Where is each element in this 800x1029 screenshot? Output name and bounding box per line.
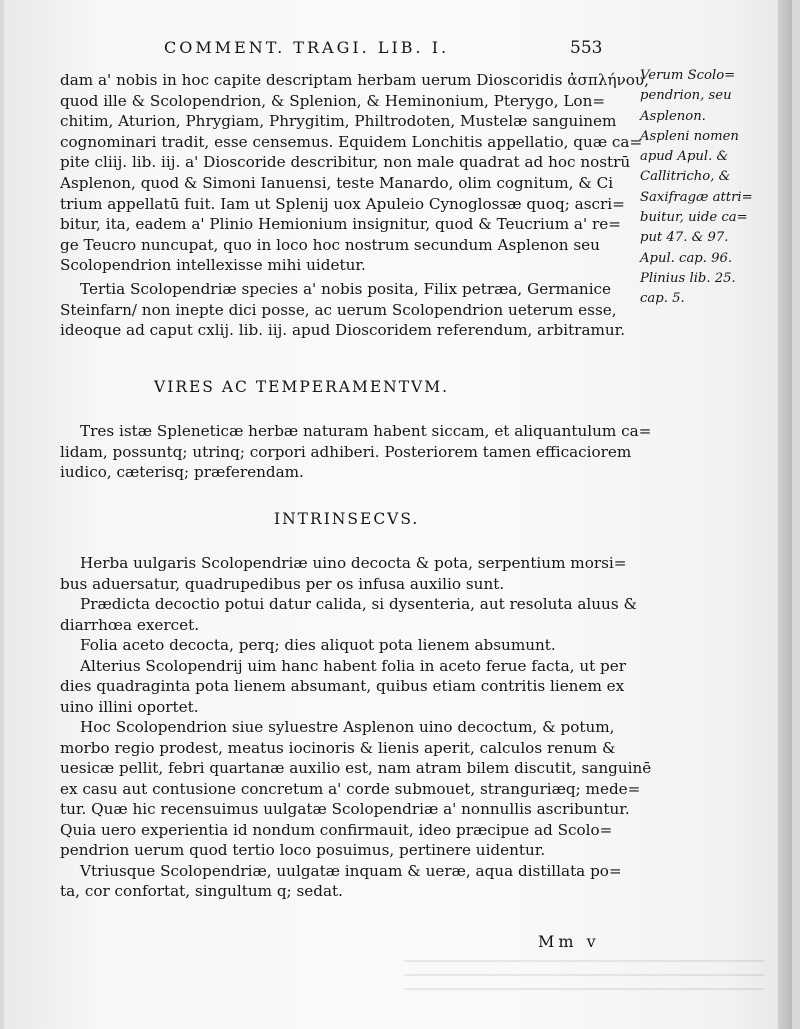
text-line: Vtriusque Scolopendriæ, uulgatæ inquam & ueræ, aqua distillata po=: [80, 861, 622, 880]
margin-note-line: Verum Scolo=: [640, 68, 736, 83]
margin-notes: [640, 66, 780, 310]
vires-text: [60, 421, 652, 483]
text-line: Alterius Scolopendrij uim hanc habent folia in aceto ferue facta, ut per: [80, 656, 627, 675]
margin-note-line: apud Apul. &: [640, 149, 729, 165]
text-line: uino illini oportet.: [60, 697, 199, 716]
paragraph: [60, 553, 640, 594]
text-line: Steinfarn/ non inepte dici posse, ac uerum Scolopendrion ueterum esse,: [60, 300, 617, 319]
text-line: pendrion uerum quod tertio loco posuimus, pertinere uidentur.: [60, 841, 546, 859]
text-line: tur. Quæ hic recensuimus uulgatæ Scolopendriæ a' nonnullis ascribuntur.: [60, 800, 630, 818]
text-line: Asplenon, quod & Simoni Ianuensi, teste Manardo, olim cognitum, & Ci: [60, 173, 614, 192]
heading-vires: VIRES AC TEMPERAMENTVM.: [154, 378, 450, 396]
margin-note-line: Apul. cap. 96.: [640, 250, 733, 266]
intrinsecus-text: [60, 553, 652, 902]
text-line: Tertia Scolopendriæ species a' nobis posita, Filix petræa, Germanice: [80, 279, 612, 298]
text-line: ex casu aut contusione concretum a' corde submouet, stranguriæq; mede=: [60, 779, 641, 798]
text-line: quod ille & Scolopendrion, & Splenion, & Heminonium, Pterygo, Lon=: [60, 91, 606, 110]
signature-mark: Mm v: [538, 932, 600, 951]
paragraph: [60, 656, 640, 718]
paragraph: [60, 635, 640, 656]
text-line: diarrhœa exercet.: [60, 615, 200, 634]
text-line: dies quadraginta pota lienem absumant, quibus etiam contritis lienem ex: [60, 677, 625, 695]
margin-note-line: Plinius lib. 25.: [640, 270, 736, 286]
running-title: COMMENT. TRAGI. LIB. I.: [164, 38, 450, 57]
paragraph: [60, 594, 640, 635]
paragraph: [60, 861, 640, 902]
text-line: Scolopendrion intellexisse mihi uidetur.: [60, 256, 366, 275]
margin-note-line: Callitricho, &: [640, 169, 731, 185]
commentary-text: [60, 70, 649, 341]
paragraph: [60, 717, 652, 861]
margin-note-line: put 47. & 97.: [640, 230, 729, 246]
text-line: chitim, Aturion, Phrygiam, Phrygitim, Philtrodoten, Mustelæ sanguinem: [60, 112, 617, 131]
text-line: Prædicta decoctio potui datur calida, si dysenteria, aut resoluta aluus &: [80, 595, 637, 613]
text-line: trium appellatū fuit. Iam ut Splenij uox Apuleio Cynoglossæ quoq; ascri=: [60, 194, 625, 213]
text-line: iudico, cæterisq; præferendam.: [60, 463, 304, 481]
text-line: bus aduersatur, quadrupedibus per os infusa auxilio sunt.: [60, 574, 505, 593]
margin-note-line: Asplenon.: [640, 108, 706, 124]
text-line: morbo regio prodest, meatus iocinoris & lienis aperit, calculos renum &: [60, 738, 616, 757]
margin-note-line: Aspleni nomen: [640, 128, 739, 144]
text-line: Quia uero experientia id nondum confirmauit, ideo præcipue ad Scolo=: [60, 820, 613, 839]
text-line: ideoque ad caput cxlij. lib. iij. apud Dioscoridem referendum, arbitramur.: [60, 321, 626, 340]
page-edge: [778, 0, 792, 1029]
margin-note-line: cap. 5.: [640, 291, 685, 307]
text-line: bitur, ita, eadem a' Plinio Hemionium insignitur, quod & Teucrium a' re=: [60, 215, 621, 234]
margin-note-line: Saxifragæ attri=: [640, 189, 753, 205]
text-line: Herba uulgaris Scolopendriæ uino decocta & pota, serpentium morsi=: [80, 554, 627, 572]
text-line: lidam, possuntq; utrinq; corpori adhiberi. Posteriorem tamen efficaciorem: [60, 442, 632, 461]
text-line: ta, cor confortat, singultum q; sedat.: [60, 882, 343, 900]
text-line: cognominari tradit, esse censemus. Equidem Lonchitis appellatio, quæ ca=: [60, 132, 643, 151]
text-line: dam a' nobis in hoc capite descriptam herbam uerum Dioscoridis ἀσπλήνου,: [60, 71, 649, 89]
heading-intrinsecus: INTRINSECVS.: [274, 510, 420, 528]
text-line: ge Teucro nuncupat, quo in loco hoc nostrum secundum Asplenon seu: [60, 235, 600, 254]
show-through: [404, 960, 764, 1000]
margin-note-line: buitur, uide ca=: [640, 210, 748, 226]
margin-note-line: pendrion, seu: [640, 88, 732, 104]
text-line: Folia aceto decocta, perq; dies aliquot pota lienem absumunt.: [80, 636, 556, 654]
text-line: Tres istæ Spleneticæ herbæ naturam habent siccam, et aliquantulum ca=: [80, 422, 652, 440]
book-page: [4, 0, 792, 1029]
text-line: uesicæ pellit, febri quartanæ auxilio est, nam atram bilem discutit, sanguinē: [60, 759, 652, 777]
text-line: pite cliij. lib. iij. a' Dioscoride describitur, non male quadrat ad hoc nostrū: [60, 153, 631, 172]
text-line: Hoc Scolopendrion siue syluestre Asplenon uino decoctum, & potum,: [80, 718, 615, 736]
page-number: 553: [570, 38, 603, 58]
